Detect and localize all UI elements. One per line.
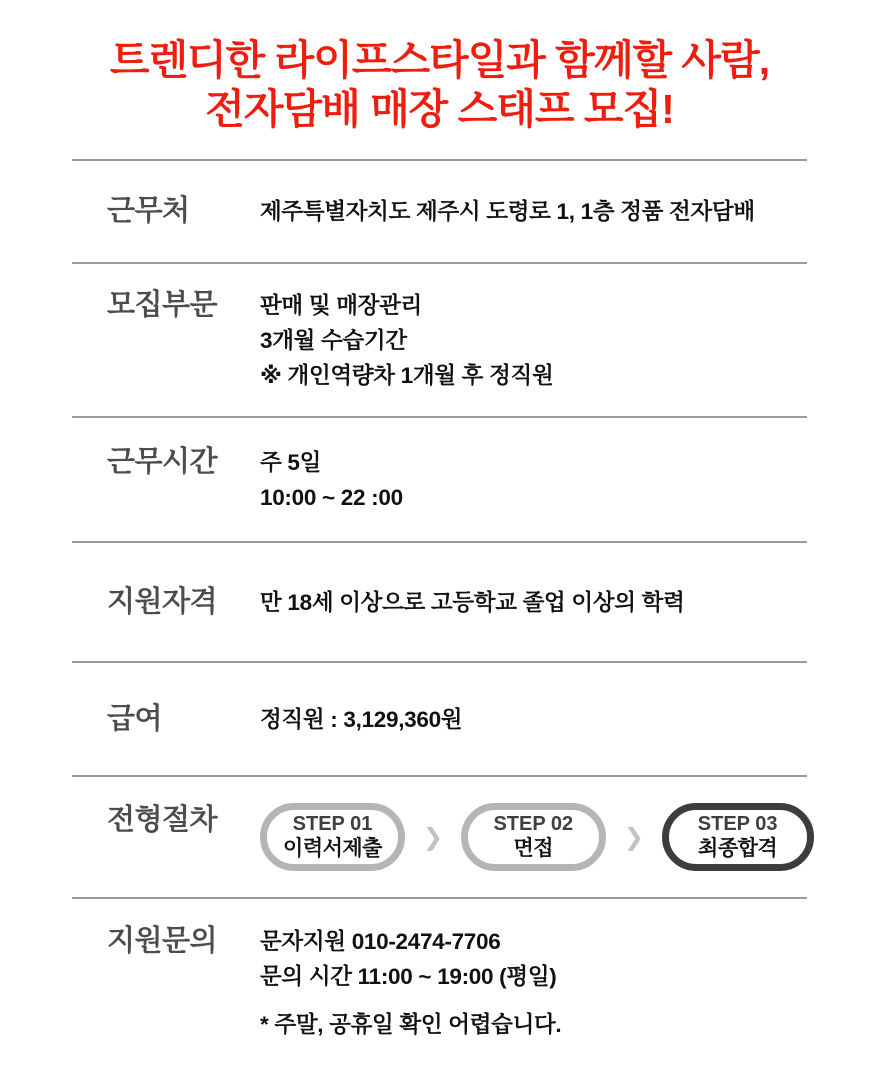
eligibility-line-1: 만 18세 이상으로 고등학교 졸업 이상의 학력 — [260, 590, 685, 615]
hours-line-2: 10:00 ~ 22 :00 — [260, 485, 403, 510]
workplace-value — [260, 194, 755, 229]
step-2-name: 면접 — [513, 837, 554, 860]
salary-value — [260, 702, 462, 737]
category-line-3: ※ 개인역량차 1개월 후 정직원 — [260, 363, 554, 388]
contact-label: 지원문의 — [107, 925, 218, 957]
hours-label: 근무시간 — [107, 446, 218, 478]
category-line-1: 판매 및 매장관리 — [260, 293, 422, 318]
category-label: 모집부문 — [107, 289, 218, 321]
eligibility-label: 지원자격 — [107, 586, 218, 618]
chevron-right-icon: ❯ — [423, 823, 443, 851]
flyer-sheet — [72, 0, 807, 1067]
row-working-hours — [72, 416, 807, 541]
workplace-address: 제주특별자치도 제주시 도령로 1, 1층 정품 전자담배 — [260, 199, 755, 224]
title-line-2: 전자담배 매장 스태프 모집! — [205, 86, 674, 132]
hours-value — [260, 445, 403, 515]
row-selection-process — [72, 775, 807, 897]
step-2-number: STEP 02 — [493, 813, 574, 835]
category-value — [260, 288, 553, 393]
title-line-1: 트렌디한 라이프스타일과 함께할 사람, — [109, 37, 770, 83]
contact-note: * 주말, 공휴일 확인 어렵습니다. — [260, 1012, 562, 1037]
step-pill-1 — [260, 803, 405, 871]
contact-phone: 문자지원 010-2474-7706 — [260, 929, 501, 954]
step-1-name: 이력서제출 — [283, 837, 382, 860]
chevron-right-icon: ❯ — [623, 823, 644, 851]
row-workplace — [72, 159, 807, 262]
process-steps — [260, 803, 814, 871]
contact-value — [260, 924, 561, 1042]
step-3-number: STEP 03 — [697, 813, 778, 835]
salary-label: 급여 — [107, 703, 163, 735]
page-title — [72, 0, 807, 159]
step-1-number: STEP 01 — [292, 813, 373, 835]
eligibility-value — [260, 585, 685, 620]
row-salary — [72, 661, 807, 775]
hours-line-1: 주 5일 — [260, 450, 322, 475]
row-eligibility — [72, 541, 807, 661]
salary-line-1: 정직원 : 3,129,360원 — [260, 707, 463, 732]
row-recruitment-category — [72, 262, 807, 416]
row-contact — [72, 897, 807, 1067]
step-pill-3 — [662, 803, 814, 871]
workplace-label: 근무처 — [107, 195, 190, 227]
step-pill-2 — [461, 803, 606, 871]
step-3-name: 최종합격 — [698, 837, 778, 860]
contact-time: 문의 시간 11:00 ~ 19:00 (평일) — [260, 964, 557, 989]
process-label: 전형절차 — [107, 804, 218, 836]
category-line-2: 3개월 수습기간 — [260, 328, 407, 353]
